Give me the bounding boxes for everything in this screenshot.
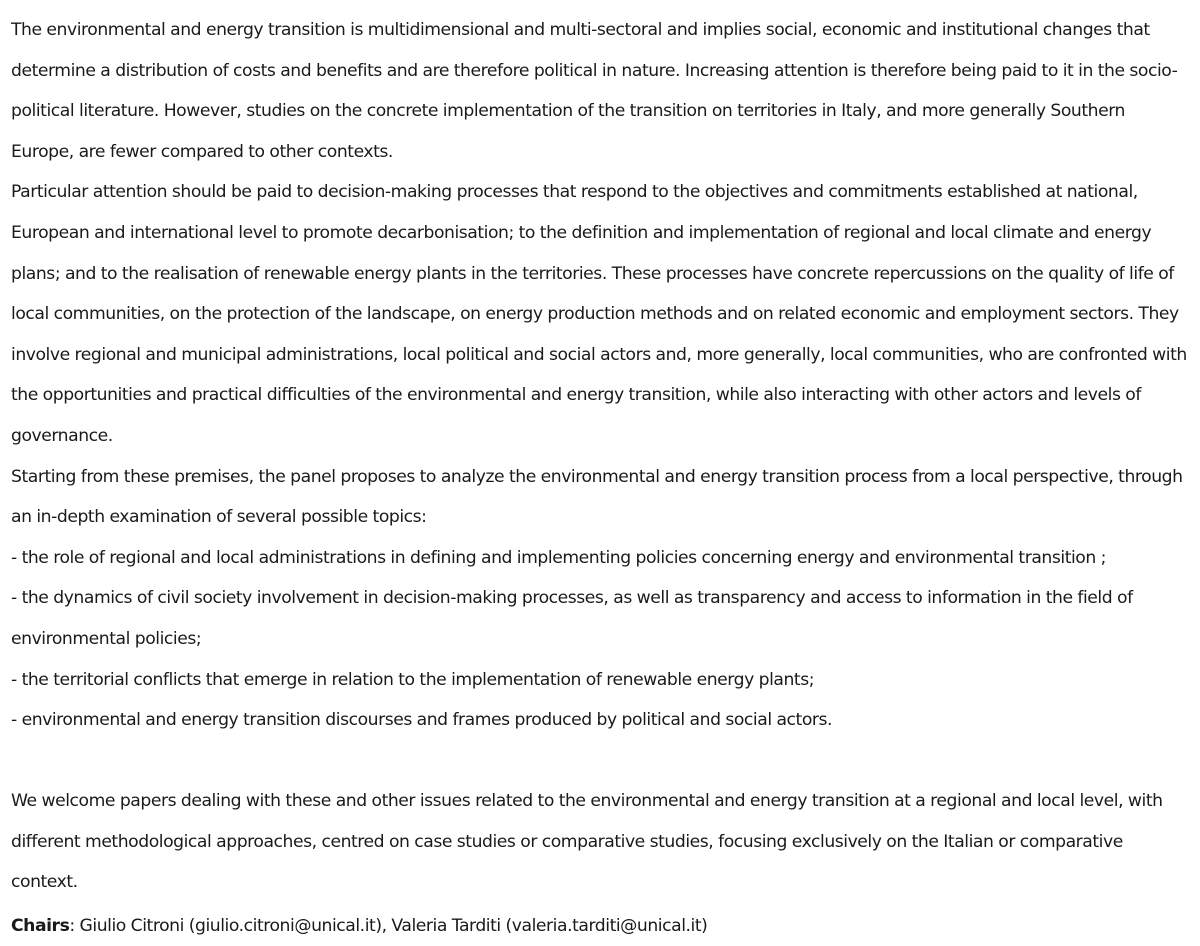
closing-paragraph: We welcome papers dealing with these and other issues related to the environmental and energy transition at a regional and local level, with different methodological approaches, centred on case studies or comparative studies, focusing exclusively on the Italian or comparative context.: [11, 791, 1163, 893]
chairs-label: Chairs: [11, 916, 70, 937]
decision-making-paragraph: Particular attention should be paid to decision-making processes that respond to the objectives and commitments established at national, European and international level to promote decarbonisation; to the definition and implementation of regional and local climate and energy plans; and to the realisation of renewable energy plants in the territories. These processes have concrete repercussions on the quality of life of local communities, on the protection of the landscape, on energy production methods and on related economic and employment sectors. They involve regional and municipal administrations, local political and social actors and, more generally, local communities, who are confronted with the opportunities and practical difficulties of the environmental and energy transition, while also interacting with other actors and levels of governance.: [11, 182, 1187, 446]
topic-item-discourses: - environmental and energy transition discourses and frames produced by political and social actors.: [11, 710, 833, 731]
chairs-names: : Giulio Citroni (giulio.citroni@unical.it), Valeria Tarditi (valeria.tarditi@unical.it): [69, 916, 708, 937]
chairs-line: [11, 906, 1189, 946]
intro-paragraph: The environmental and energy transition is multidimensional and multi-sectoral and implies social, economic and institutional changes that determine a distribution of costs and benefits and are therefore political in nature. Increasing attention is therefore being paid to it in the socio-political literature. However, studies on the concrete implementation of the transition on territories in Italy, and more generally Southern Europe, are fewer compared to other contexts.: [11, 20, 1178, 162]
paragraph-spacer: [11, 741, 1189, 782]
premises-paragraph: Starting from these premises, the panel proposes to analyze the environmental and energy transition process from a local perspective, through an in-depth examination of several possible topics:: [11, 466, 1183, 528]
topic-item-administrations: - the role of regional and local administrations in defining and implementing policies concerning energy and environmental transition ;: [11, 547, 1106, 568]
topic-item-territorial-conflicts: - the territorial conflicts that emerge in relation to the implementation of renewable energy plants;: [11, 669, 815, 690]
topic-item-civil-society: - the dynamics of civil society involvement in decision-making processes, as well as transparency and access to information in the field of environmental policies;: [11, 588, 1133, 649]
